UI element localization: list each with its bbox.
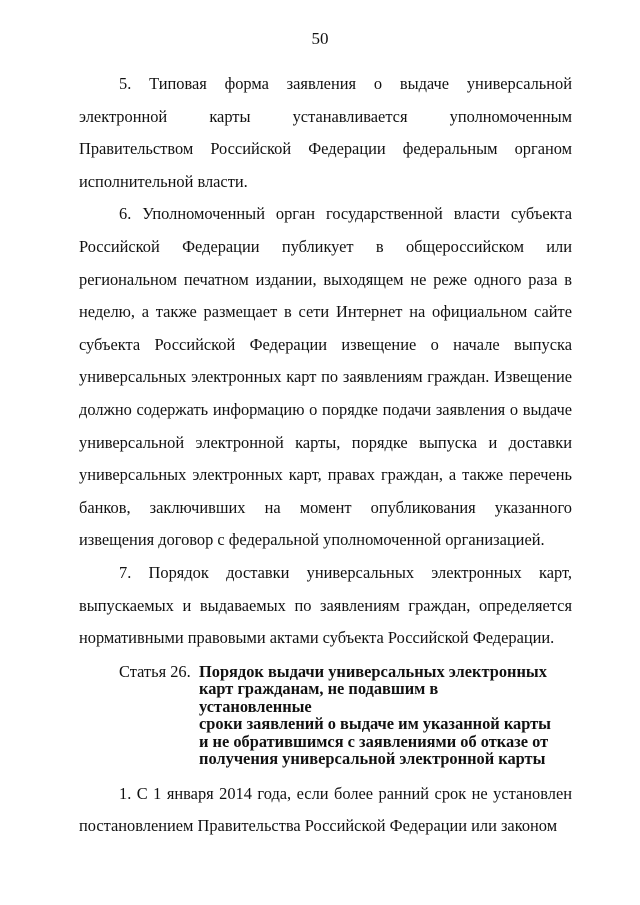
article-title-line: Порядок выдачи универсальных электронных	[199, 661, 547, 681]
paragraph-6: 6. Уполномоченный орган государственной власти субъекта Российской Федерации публикует в общероссийском или региональном печатном издании, выходящем не реже одного раза в неделю, а также размещает в сети Интернет на официальном сайте субъекта Российской Федерации извещение о начале выпуска универсальных электронных карт по заявлениям граждан. Извещение должно содержать информацию о порядке подачи заявления о выдаче универсальной электронной карты, порядке выпуска и доставки универсальных электронных карт, правах граждан, а также перечень банков, заключивших на момент опубликования указанного извещения договор с федеральной уполномоченной организацией.	[79, 204, 572, 550]
article-title-line: карт гражданам, не подавшим в установленные	[199, 679, 439, 716]
document-body	[79, 68, 572, 843]
article-label: Статья 26.	[119, 661, 191, 681]
paragraph-7: 7. Порядок доставки универсальных электронных карт, выпускаемых и выдаваемых по заявлениям граждан, определяется нормативными правовыми актами субъекта Российской Федерации.	[79, 562, 572, 648]
article-title-line: и не обратившимся с заявлениями об отказе от	[199, 731, 549, 751]
article-title-line: получения универсальной электронной карты	[199, 749, 546, 769]
article-title	[199, 663, 572, 768]
article-title-line: сроки заявлений о выдаче им указанной карты	[199, 714, 551, 734]
page-number: 50	[311, 29, 329, 48]
article-26-heading	[79, 663, 572, 768]
article-26-paragraph-1: 1. С 1 января 2014 года, если более ранний срок не установлен постановлением Правительства Российской Федерации или законом	[79, 783, 572, 836]
paragraph-5: 5. Типовая форма заявления о выдаче универсальной электронной карты устанавливается уполномоченным Правительством Российской Федерации федеральным органом исполнительной власти.	[79, 74, 572, 191]
